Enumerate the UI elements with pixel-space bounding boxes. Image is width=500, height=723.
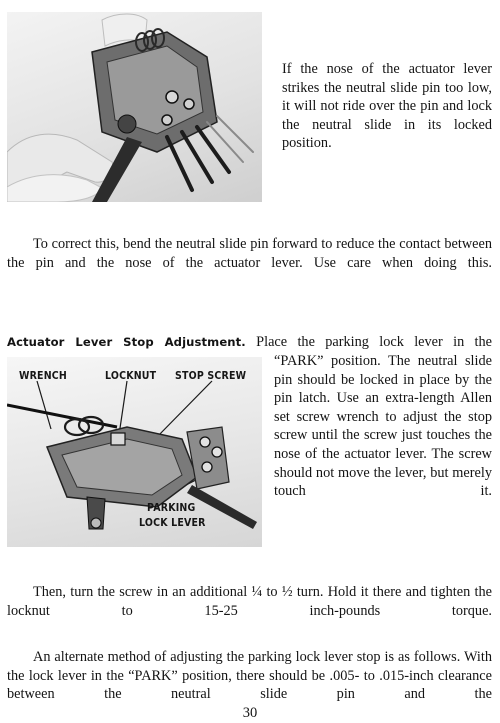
top-photograph <box>7 12 262 202</box>
stop-adjustment-heading: Actuator Lever Stop Adjustment. <box>7 335 246 349</box>
callout-parking: PARKING <box>147 502 196 514</box>
callout-locknut: LOCKNUT <box>105 370 157 382</box>
correction-paragraph: To correct this, bend the neutral slide pin forward to reduce the contact between the pin and the nose of the actuator lever. Use care when doing this. <box>7 236 492 271</box>
callout-wrench: WRENCH <box>19 370 67 382</box>
bottom-photograph <box>7 357 262 547</box>
callout-stop-screw: STOP SCREW <box>175 370 247 382</box>
top-figure-caption: If the nose of the actuator lever strikes the neutral slide pin too low, it will not ride over the pin and lock the neutral slide in its locked position. <box>282 61 492 152</box>
mechanism-illustration-bottom <box>7 357 262 547</box>
stop-adjustment-body-start: Place the parking lock lever in the <box>256 334 493 350</box>
page-number: 30 <box>242 705 258 721</box>
alternate-method-paragraph: An alternate method of adjusting the parking lock lever stop is as follows. With the lock lever in the “PARK” position, there should be .005- to .015-inch clearance between the neutral slide pin and the <box>7 649 492 703</box>
callout-lock-lever: LOCK LEVER <box>139 517 206 529</box>
mechanism-illustration-top <box>7 12 262 202</box>
stop-adjustment-body: “PARK” position. The neutral slide pin should be locked in place by the pin latch. Use an extra-length Allen set screw wrench to adjust the stop screw until the screw just touches the nose of the actuator lever. The screw should not move the lever, but merely touch it. <box>274 353 492 500</box>
turn-screw-paragraph: Then, turn the screw in an additional ¼ to ½ turn. Hold it there and tighten the locknut to 15-25 inch-pounds torque. <box>7 584 492 619</box>
